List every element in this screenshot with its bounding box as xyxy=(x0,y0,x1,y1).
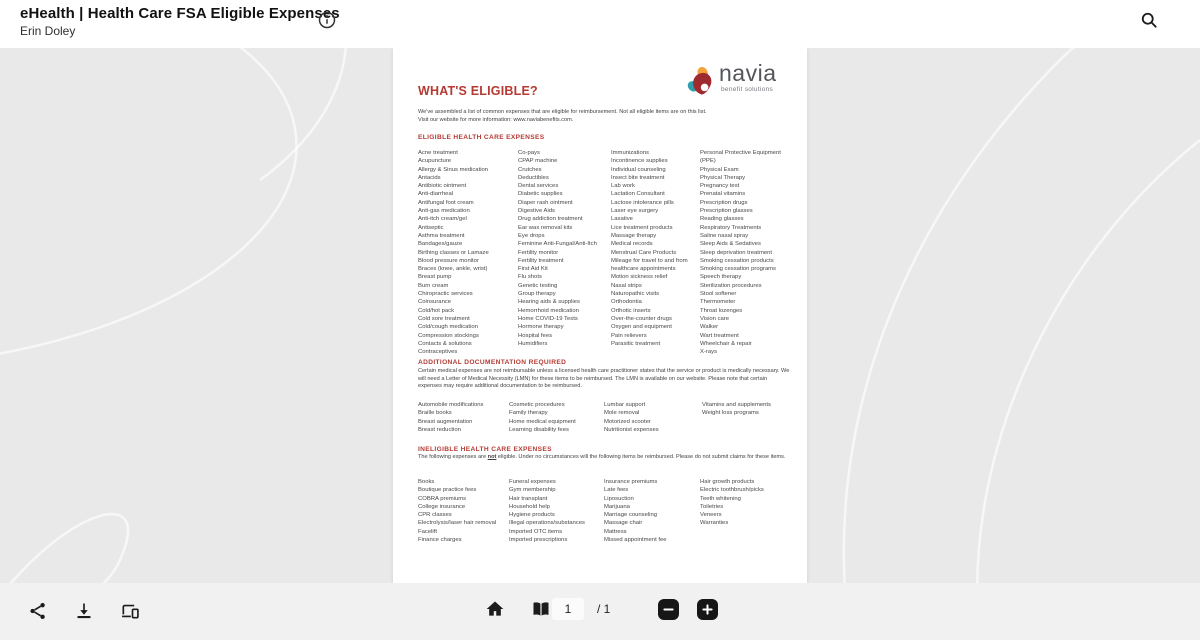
list-item: Family therapy xyxy=(509,410,548,417)
list-item: Laser eye surgery xyxy=(611,208,659,215)
book-icon[interactable] xyxy=(531,599,551,619)
list-item: Drug addiction treatment xyxy=(518,216,583,223)
ineligible-intro xyxy=(418,454,790,462)
list-item: Liposuction xyxy=(604,495,634,502)
list-item: Breast augmentation xyxy=(418,418,473,425)
list-item: Burn cream xyxy=(418,282,449,289)
list-item: Laxative xyxy=(611,216,633,223)
list-item: Cold/hot pack xyxy=(418,307,455,314)
additional-column-4 xyxy=(702,401,794,418)
list-item: Compression stockings xyxy=(418,332,479,339)
list-item: Sterilization procedures xyxy=(700,282,762,289)
list-item: Sleep deprivation treatment xyxy=(700,249,773,256)
eligible-column-3 xyxy=(611,149,699,348)
navia-logo-mark xyxy=(683,64,719,100)
eligible-section-heading: ELIGIBLE HEALTH CARE EXPENSES xyxy=(418,134,545,141)
document-title: WHAT'S ELIGIBLE? xyxy=(418,84,538,98)
list-item: Weight loss programs xyxy=(702,410,759,417)
list-item: Antacids xyxy=(418,174,441,181)
download-icon[interactable] xyxy=(74,601,94,621)
list-item: Acupuncture xyxy=(418,158,452,165)
list-item: Warranties xyxy=(700,520,729,527)
list-item: Birthing classes or Lamaze xyxy=(418,249,489,256)
list-item: Electrolysis/laser hair removal xyxy=(418,520,497,527)
page-subtitle: Erin Doley xyxy=(20,24,76,38)
list-item: Anti-itch cream/gel xyxy=(418,216,467,223)
list-item: Deductibles xyxy=(518,174,549,181)
list-item: Missed appointment fee xyxy=(604,537,667,544)
list-item: Flu shots xyxy=(518,274,542,281)
minus-icon xyxy=(663,604,674,615)
list-item: Lactose intolerance pills xyxy=(611,199,674,206)
list-item: Thermometer xyxy=(700,299,736,306)
list-item: Stool softener xyxy=(700,291,737,298)
list-item: Teeth whitening xyxy=(700,495,741,502)
list-item: Orthotic inserts xyxy=(611,307,651,314)
list-item: Learning disability fees xyxy=(509,426,569,433)
list-item: Acne treatment xyxy=(418,150,458,156)
page-number-input[interactable] xyxy=(551,597,585,621)
list-item: Nasal strips xyxy=(611,282,642,289)
list-item: Lab work xyxy=(611,183,635,190)
list-item: Fertility treatment xyxy=(518,257,564,264)
additional-column-3 xyxy=(604,401,696,434)
list-item: Sleep Aids & Sedatives xyxy=(700,241,761,248)
list-item: Hormone therapy xyxy=(518,324,564,331)
list-item: Lactation Consultant xyxy=(611,191,665,198)
additional-column-1 xyxy=(418,401,508,434)
list-item: Braille books xyxy=(418,410,452,417)
list-item: Eye drops xyxy=(518,232,545,239)
list-item: Hair transplant xyxy=(509,495,548,502)
list-item: Nutritionist expenses xyxy=(604,426,659,433)
document-page xyxy=(393,48,807,583)
list-item: CPAP machine xyxy=(518,158,558,165)
list-item: Boutique practice fees xyxy=(418,487,477,494)
page-title: eHealth | Health Care FSA Eligible Expenses xyxy=(20,5,340,22)
list-item: Menstrual Care Products xyxy=(611,249,677,256)
list-item: Hospital fees xyxy=(518,332,553,339)
list-item: Books xyxy=(418,479,435,485)
list-item: Coinsurance xyxy=(418,299,452,306)
ineligible-intro-prefix: The following expenses are xyxy=(418,454,488,460)
list-item: Speech therapy xyxy=(700,274,742,281)
list-item: Fertility monitor xyxy=(518,249,559,256)
list-item: CPR classes xyxy=(418,512,452,519)
list-item: Naturopathic visits xyxy=(611,291,660,298)
eligible-column-1 xyxy=(418,149,515,356)
toolbar-left-group xyxy=(28,601,140,621)
zoom-in-button[interactable] xyxy=(697,599,718,620)
list-item: Physical Exam xyxy=(700,166,739,173)
ineligible-column-2 xyxy=(509,478,604,544)
list-item: Hemorrhoid medication xyxy=(518,307,579,314)
list-item: Walker xyxy=(700,324,719,331)
list-item: Antifungal foot cream xyxy=(418,199,474,206)
list-item: Hygiene products xyxy=(509,512,555,519)
list-item: Immunizations xyxy=(611,150,649,156)
list-item: Wart treatment xyxy=(700,332,739,339)
list-item: Pain relievers xyxy=(611,332,647,339)
list-item: Antiseptic xyxy=(418,224,444,231)
plus-icon xyxy=(702,604,713,615)
list-item: Prenatal vitamins xyxy=(700,191,746,198)
list-item: Breast reduction xyxy=(418,426,461,433)
list-item: Household help xyxy=(509,503,550,510)
list-item: Respiratory Treatments xyxy=(700,224,762,231)
list-item: Lice treatment products xyxy=(611,224,673,231)
list-item: Chiropractic services xyxy=(418,291,473,298)
list-item: Feminine Anti-Fungal/Anti-Itch xyxy=(518,241,597,248)
list-item: Parasitic treatment xyxy=(611,340,661,347)
list-item: Anti-diarrheal xyxy=(418,191,454,198)
list-item: Contraceptives xyxy=(418,349,458,356)
list-item: Hair growth products xyxy=(700,479,755,485)
top-header-bar xyxy=(0,0,1200,48)
list-item: Marriage counseling xyxy=(604,512,658,519)
list-item: Over-the-counter drugs xyxy=(611,315,672,322)
list-item: Diaper rash ointment xyxy=(518,199,573,206)
list-item: Smoking cessation programs xyxy=(700,266,776,273)
zoom-out-button[interactable] xyxy=(658,599,679,620)
list-item: Individual counseling xyxy=(611,166,666,173)
list-item: Massage therapy xyxy=(611,232,657,239)
list-item: Late fees xyxy=(604,487,629,494)
list-item: Pregnancy test xyxy=(700,183,740,190)
additional-column-2 xyxy=(509,401,601,434)
list-item: Hearing aids & supplies xyxy=(518,299,580,306)
list-item: Motion sickness relief xyxy=(611,274,668,281)
list-item: Asthma treatment xyxy=(418,232,465,239)
home-icon[interactable] xyxy=(485,599,505,619)
ineligible-intro-suffix: eligible. Under no circumstances will the following items be reimbursed. Please do not submit claims for these items. xyxy=(496,454,786,460)
list-item: Home COVID-19 Tests xyxy=(518,315,578,322)
additional-doc-intro: Certain medical expenses are not reimbursable unless a licensed health care practitioner states that the service or product is medically necessary. We will need a Letter of Medical Necessity (LMN) for these items to be reimbursed. The LMN is available on our website. Please note that certain expenses may require additional documentation to be reimbursed. xyxy=(418,368,790,390)
list-item: Veneers xyxy=(700,512,722,519)
list-item: Home medical equipment xyxy=(509,418,576,425)
list-item: Dental services xyxy=(518,183,559,190)
list-item: Prescription drugs xyxy=(700,199,748,206)
ineligible-section-heading: INELIGIBLE HEALTH CARE EXPENSES xyxy=(418,446,552,453)
list-item: Breast pump xyxy=(418,274,452,281)
info-icon[interactable] xyxy=(317,10,337,30)
list-item: Medical records xyxy=(611,241,653,248)
document-intro: We've assembled a list of common expenses that are eligible for reimbursement. Not all eligible items are on this list. Visit our website for more information: www.naviabenefits.com. xyxy=(418,109,707,123)
list-item: Orthodontia xyxy=(611,299,642,306)
list-item: Mileage for travel to and from healthcare appointments xyxy=(611,257,688,273)
list-item: Anti-gas medication xyxy=(418,208,470,215)
list-item: Reading glasses xyxy=(700,216,744,223)
list-item: Funeral expenses xyxy=(509,479,556,485)
list-item: Insect bite treatment xyxy=(611,174,665,181)
search-icon[interactable] xyxy=(1139,10,1159,30)
list-item: Mattress xyxy=(604,528,627,535)
list-item: Facelift xyxy=(418,528,437,535)
list-item: Imported prescriptions xyxy=(509,537,568,544)
list-item: Lumbar support xyxy=(604,402,646,408)
share-icon[interactable] xyxy=(28,601,48,621)
list-item: Wheelchair & repair xyxy=(700,340,752,347)
list-item: Digestive Aids xyxy=(518,208,555,215)
list-item: Insurance premiums xyxy=(604,479,658,485)
list-item: First Aid Kit xyxy=(518,266,548,273)
list-item: X-rays xyxy=(700,349,718,356)
list-item: Incontinence supplies xyxy=(611,158,668,165)
list-item: Gym membership xyxy=(509,487,556,494)
list-item: Saline nasal spray xyxy=(700,232,749,239)
list-item: Prescription glasses xyxy=(700,208,753,215)
list-item: Smoking cessation products xyxy=(700,257,774,264)
list-item: Automobile modifications xyxy=(418,402,484,408)
list-item: Finance charges xyxy=(418,537,462,544)
list-item: Illegal operations/substances xyxy=(509,520,585,527)
list-item: Imported OTC items xyxy=(509,528,563,535)
list-item: College insurance xyxy=(418,503,466,510)
ineligible-column-3 xyxy=(604,478,696,544)
list-item: Electric toothbrush/picks xyxy=(700,487,764,494)
list-item: Cold/cough medication xyxy=(418,324,478,331)
list-item: Braces (knee, ankle, wrist) xyxy=(418,266,488,273)
list-item: Toiletries xyxy=(700,503,724,510)
navia-logo xyxy=(683,62,791,102)
bottom-toolbar xyxy=(0,583,1200,640)
list-item: Humidifiers xyxy=(518,340,548,347)
list-item: Genetic testing xyxy=(518,282,558,289)
ineligible-column-1 xyxy=(418,478,513,544)
list-item: Diabetic supplies xyxy=(518,191,563,198)
navia-logo-tagline: benefit solutions xyxy=(721,86,774,93)
ineligible-intro-emphasis: not xyxy=(487,454,497,460)
list-item: Mole removal xyxy=(604,410,640,417)
list-item: Antibiotic ointment xyxy=(418,183,467,190)
list-item: Group therapy xyxy=(518,291,556,298)
list-item: Vitamins and supplements xyxy=(702,402,771,408)
list-item: Oxygen and equipment xyxy=(611,324,672,331)
list-item: Physical Therapy xyxy=(700,174,746,181)
list-item: Cosmetic procedures xyxy=(509,402,565,408)
list-item: COBRA premiums xyxy=(418,495,467,502)
list-item: Blood pressure monitor xyxy=(418,257,479,264)
eligible-column-2 xyxy=(518,149,600,348)
list-item: Motorized scooter xyxy=(604,418,651,425)
list-item: Massage chair xyxy=(604,520,643,527)
additional-doc-heading: ADDITIONAL DOCUMENTATION REQUIRED xyxy=(418,359,567,366)
list-item: Crutches xyxy=(518,166,542,173)
devices-icon[interactable] xyxy=(120,601,140,621)
list-item: Throat lozenges xyxy=(700,307,743,314)
list-item: Personal Protective Equipment (PPE) xyxy=(700,150,781,165)
list-item: Marijuana xyxy=(604,503,630,510)
ineligible-column-4 xyxy=(700,478,792,528)
list-item: Bandages/gauze xyxy=(418,241,463,248)
navia-logo-wordmark: navia xyxy=(719,60,777,86)
eligible-column-4 xyxy=(700,149,793,356)
list-item: Cold sore treatment xyxy=(418,315,470,322)
page-total-label: / 1 xyxy=(597,602,611,616)
list-item: Ear wax removal kits xyxy=(518,224,573,231)
list-item: Vision care xyxy=(700,315,730,322)
toolbar-center-group xyxy=(485,597,718,621)
list-item: Contacts & solutions xyxy=(418,340,472,347)
list-item: Allergy & Sinus medication xyxy=(418,166,489,173)
list-item: Co-pays xyxy=(518,150,540,156)
